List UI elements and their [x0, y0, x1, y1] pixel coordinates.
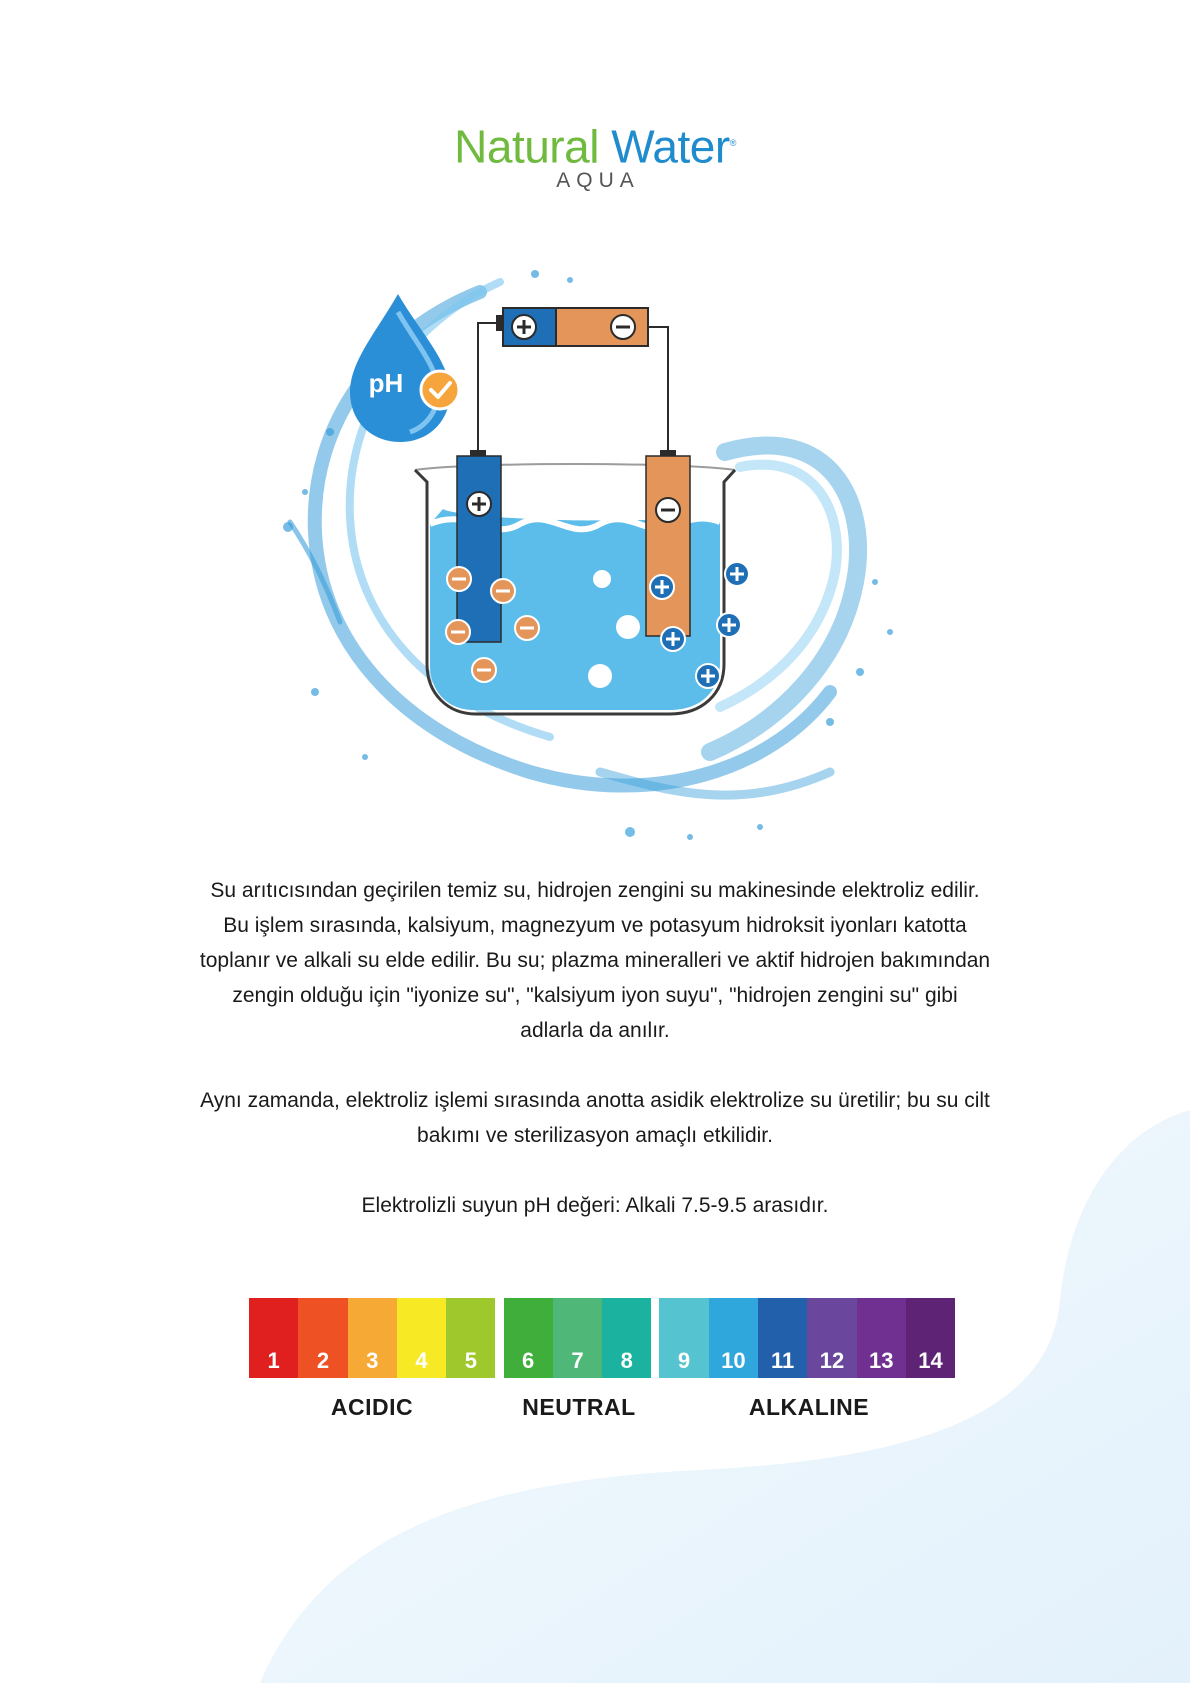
electrolysis-illustration: [270, 252, 930, 852]
ph-scale: [249, 1298, 959, 1428]
ph-value-paragraph: [140, 1188, 1050, 1223]
paragraph-line: Bu işlem sırasında, kalsiyum, magnezyum ve potasyum hidroksit iyonları katotta: [223, 914, 967, 937]
paragraph-line: Aynı zamanda, elektroliz işlemi sırasında anotta asidik elektrolize su üretilir; bu su cilt: [200, 1089, 990, 1112]
registered-mark: ®: [729, 138, 736, 148]
ph-group-acidic: ACIDIC: [330, 1394, 414, 1420]
paragraph-line: toplanır ve alkali su elde edilir. Bu su; plazma mineralleri ve aktif hidrojen bakımından: [199, 949, 991, 972]
ph-cell-10: 10: [709, 1298, 758, 1378]
ph-cell-13: 13: [857, 1298, 906, 1378]
ph-badge-text: pH: [368, 368, 404, 398]
paragraph-line: bakımı ve sterilizasyon amaçlı etkilidir.: [417, 1124, 773, 1147]
ph-cell-3: 3: [348, 1298, 397, 1378]
anode: [457, 450, 501, 642]
brand-logo: [0, 118, 1190, 193]
battery: [496, 308, 648, 346]
ph-cell-5: 5: [446, 1298, 495, 1378]
intro-paragraph: [140, 873, 1050, 1048]
anode-paragraph: [140, 1083, 1050, 1153]
paragraph-line: zengin olduğu için "iyonize su", "kalsiyum iyon suyu", "hidrojen zengini su" gibi: [232, 984, 958, 1007]
logo-natural-text: Natural: [454, 120, 599, 173]
ph-group-neutral: NEUTRAL: [522, 1394, 636, 1420]
ph-cell-6: 6: [504, 1298, 553, 1378]
logo-subtitle: AQUA: [556, 169, 640, 193]
ph-cell-8: 8: [602, 1298, 651, 1378]
paragraph-line: Elektrolizli suyun pH değeri: Alkali 7.5-9.5 arasıdır.: [361, 1194, 829, 1217]
ph-cell-1: 1: [249, 1298, 298, 1378]
ph-cell-14: 14: [906, 1298, 955, 1378]
logo-water-text: Water: [611, 120, 730, 173]
ph-cell-2: 2: [298, 1298, 347, 1378]
check-icon: [421, 371, 459, 409]
paragraph-line: adlarla da anılır.: [520, 1019, 670, 1042]
ph-cell-12: 12: [807, 1298, 856, 1378]
ph-cell-4: 4: [397, 1298, 446, 1378]
ph-cell-9: 9: [659, 1298, 708, 1378]
paragraph-line: Su arıtıcısından geçirilen temiz su, hidrojen zengini su makinesinde elektroliz edilir.: [210, 879, 980, 902]
ph-cell-11: 11: [758, 1298, 807, 1378]
ph-group-alkaline: ALKALINE: [748, 1394, 870, 1420]
cathode: [646, 450, 690, 636]
ph-cell-7: 7: [553, 1298, 602, 1378]
